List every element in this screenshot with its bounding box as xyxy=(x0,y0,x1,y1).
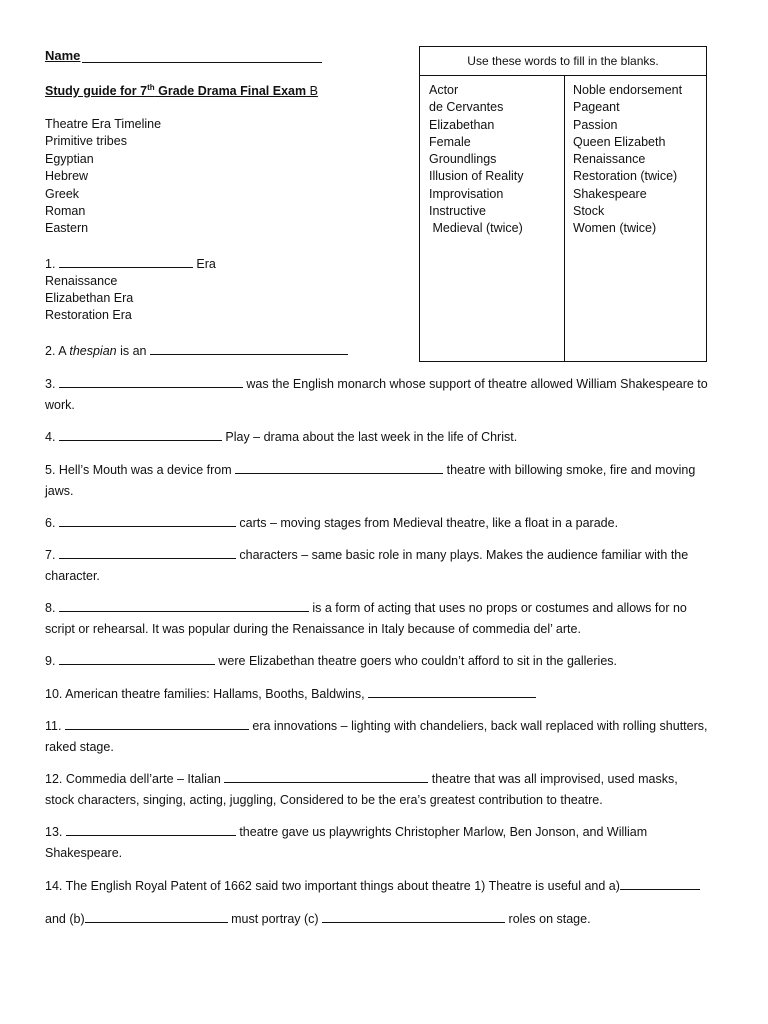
answer-blank[interactable] xyxy=(235,461,443,474)
timeline-heading: Theatre Era Timeline xyxy=(45,117,162,131)
word-bank-word: Instructive xyxy=(429,204,486,219)
answer-blank[interactable] xyxy=(59,599,309,612)
word-bank-word: Queen Elizabeth xyxy=(573,134,666,149)
answer-blank[interactable] xyxy=(85,910,228,923)
word-bank-word: Improvisation xyxy=(429,186,504,201)
name-field xyxy=(45,48,322,63)
word-bank-left-column xyxy=(429,82,524,238)
era-item: Elizabethan Era xyxy=(45,291,134,305)
word-bank-word: Women (twice) xyxy=(573,221,657,236)
word-bank-word: Female xyxy=(429,134,471,149)
answer-blank[interactable] xyxy=(59,652,215,665)
word-bank-word: Stock xyxy=(573,204,605,219)
question-5: 5. Hell’s Mouth was a device from theatre with billowing smoke, fire and moving jaws. xyxy=(45,463,696,498)
question-12: 12. Commedia dell’arte – Italian theatre that was all improvised, used masks, stock characters, singing, acting, juggling, Considered to be the era’s greatest contribution to theatre. xyxy=(45,772,678,807)
timeline-item: Eastern xyxy=(45,221,89,235)
answer-blank[interactable] xyxy=(59,428,222,441)
question-10: 10. American theatre families: Hallams, Booths, Baldwins, xyxy=(45,684,725,705)
question-7: 7. characters – same basic role in many plays. Makes the audience familiar with the character. xyxy=(45,548,689,583)
word-bank-word: Shakespeare xyxy=(573,186,647,201)
word-bank-word: Restoration (twice) xyxy=(573,169,678,184)
word-bank-word: Medieval (twice) xyxy=(429,221,523,236)
timeline-item: Primitive tribes xyxy=(45,134,127,148)
question-14: 14. The English Royal Patent of 1662 said two important things about theatre 1) Theatre is useful and a) and (b) must portray (c) roles on stage. xyxy=(45,876,725,930)
page-title: Study guide for 7th Grade Drama Final Exam B xyxy=(45,82,318,98)
word-bank-word: Illusion of Reality xyxy=(429,169,524,184)
answer-blank[interactable] xyxy=(59,375,243,388)
answer-blank[interactable] xyxy=(150,342,348,355)
answer-blank[interactable] xyxy=(322,910,505,923)
question-3: 3. was the English monarch whose support of theatre allowed William Shakespeare to work. xyxy=(45,377,708,412)
answer-blank[interactable] xyxy=(66,823,236,836)
question-11: 11. era innovations – lighting with chandeliers, back wall replaced with rolling shutters, raked stage. xyxy=(45,719,708,754)
timeline-item: Hebrew xyxy=(45,169,89,183)
word-bank-divider xyxy=(564,76,565,361)
question-6: 6. carts – moving stages from Medieval theatre, like a float in a parade. xyxy=(45,516,619,530)
answer-blank[interactable] xyxy=(224,770,428,783)
question-4: 4. Play – drama about the last week in the life of Christ. xyxy=(45,430,518,444)
word-bank-right-column xyxy=(573,82,682,238)
era-item: Restoration Era xyxy=(45,308,132,322)
question-1: 1. Era xyxy=(45,257,216,271)
answer-blank[interactable] xyxy=(65,717,249,730)
answer-blank[interactable] xyxy=(59,514,236,527)
question-13: 13. theatre gave us playwrights Christopher Marlow, Ben Jonson, and William Shakespeare. xyxy=(45,825,648,860)
answer-blank[interactable] xyxy=(59,255,193,268)
answer-blank[interactable] xyxy=(368,685,536,698)
word-bank-word: Groundlings xyxy=(429,152,497,167)
word-bank-word: Renaissance xyxy=(573,152,646,167)
name-label: Name xyxy=(45,48,81,63)
era-item: Renaissance xyxy=(45,274,118,288)
word-bank-word: Elizabethan xyxy=(429,117,495,132)
timeline-item: Egyptian xyxy=(45,152,94,166)
timeline-item: Roman xyxy=(45,204,86,218)
word-bank-header: Use these words to fill in the blanks. xyxy=(420,47,706,76)
answer-blank[interactable] xyxy=(59,546,236,559)
word-bank-word: Passion xyxy=(573,117,618,132)
word-bank-word: Pageant xyxy=(573,100,620,115)
word-bank xyxy=(419,46,707,362)
timeline-item: Greek xyxy=(45,187,80,201)
question-2: 2. A thespian is an xyxy=(45,342,348,360)
word-bank-word: Actor xyxy=(429,83,459,97)
word-bank-word: de Cervantes xyxy=(429,100,504,115)
word-bank-word: Noble endorsement xyxy=(573,83,683,97)
answer-blank[interactable] xyxy=(620,877,700,890)
question-8: 8. is a form of acting that uses no props or costumes and allows for no script or rehearsal. It was popular during the Renaissance in Italy because of commedia del’ arte. xyxy=(45,601,687,636)
name-blank[interactable] xyxy=(82,48,322,63)
question-9: 9. were Elizabethan theatre goers who couldn’t afford to sit in the galleries. xyxy=(45,654,617,668)
